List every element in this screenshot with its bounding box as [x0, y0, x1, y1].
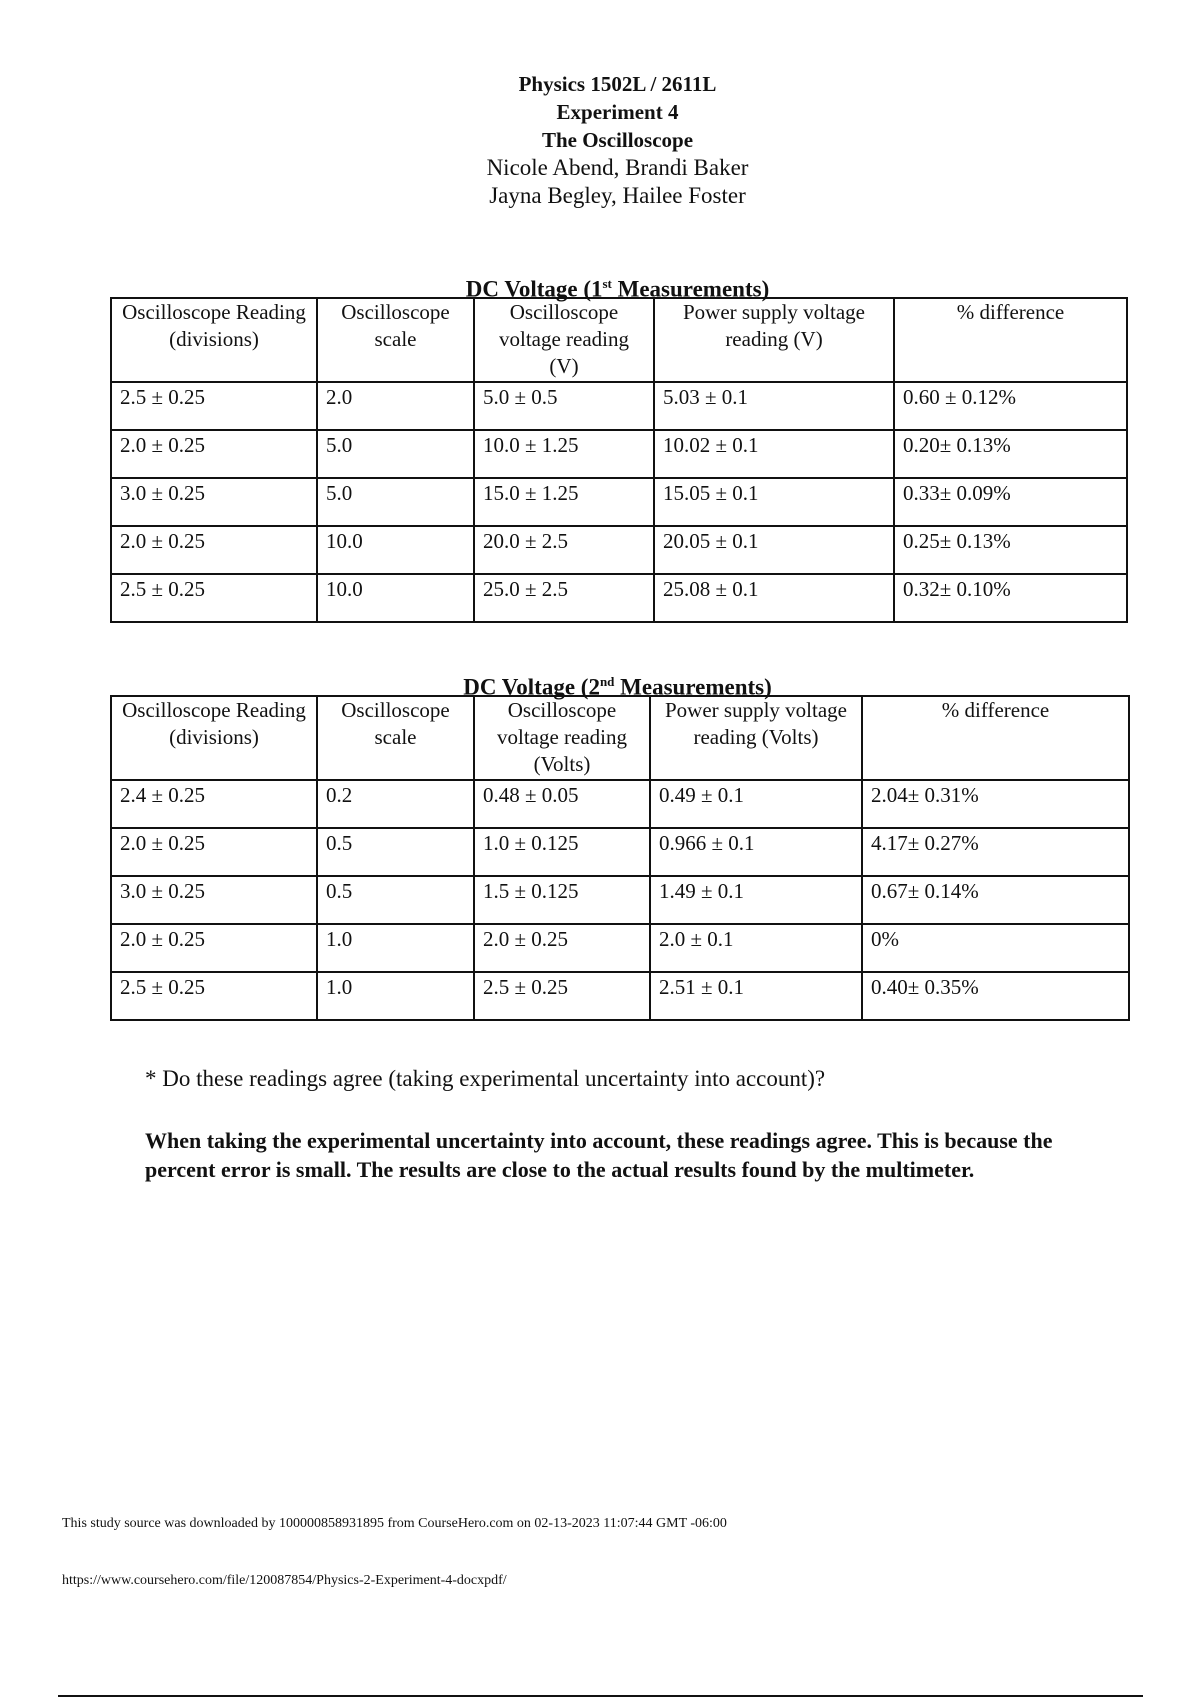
table-cell: 0.48 ± 0.05	[474, 780, 650, 828]
table-cell: 0.966 ± 0.1	[650, 828, 862, 876]
table-cell: 3.0 ± 0.25	[111, 876, 317, 924]
table-cell: 2.5 ± 0.25	[111, 972, 317, 1020]
table-cell: 2.5 ± 0.25	[111, 382, 317, 430]
header-cell: Oscilloscope Reading (divisions)	[111, 298, 317, 382]
header-cell: Oscilloscope Reading (divisions)	[111, 696, 317, 780]
table-row	[111, 876, 1129, 924]
authors-line-1: Nicole Abend, Brandi Baker	[486, 155, 749, 180]
table-cell: 0.2	[317, 780, 474, 828]
table-cell: 1.0 ± 0.125	[474, 828, 650, 876]
header-cell: Oscilloscope scale	[317, 696, 474, 780]
table-cell: 2.5 ± 0.25	[111, 574, 317, 622]
table-header-row	[111, 298, 1127, 382]
table-cell: 0.5	[317, 828, 474, 876]
download-notice: This study source was downloaded by 100000858931895 from CourseHero.com on 02-13-2023 11:07:44 GMT -06:00	[62, 1516, 727, 1531]
table-cell: 0.60 ± 0.12%	[894, 382, 1127, 430]
table-row	[111, 780, 1129, 828]
table-row	[111, 430, 1127, 478]
table-cell: 4.17± 0.27%	[862, 828, 1129, 876]
table-cell: 1.49 ± 0.1	[650, 876, 862, 924]
document-header	[0, 70, 1200, 210]
header-cell: Power supply voltage reading (Volts)	[650, 696, 862, 780]
header-cell: % difference	[862, 696, 1129, 780]
header-cell: Oscilloscope voltage reading (V)	[474, 298, 654, 382]
table-row	[111, 574, 1127, 622]
dc-voltage-table-1	[110, 297, 1128, 623]
header-cell: Oscilloscope scale	[317, 298, 474, 382]
table-cell: 2.4 ± 0.25	[111, 780, 317, 828]
table1-caption: DC Voltage (1st Measurements)	[465, 276, 770, 302]
experiment-number: Experiment 4	[556, 100, 679, 124]
table-cell: 0.49 ± 0.1	[650, 780, 862, 828]
table-row	[111, 828, 1129, 876]
table-cell: 15.0 ± 1.25	[474, 478, 654, 526]
table-cell: 10.02 ± 0.1	[654, 430, 894, 478]
table-row	[111, 924, 1129, 972]
header-cell: Oscilloscope voltage reading (Volts)	[474, 696, 650, 780]
table-cell: 10.0 ± 1.25	[474, 430, 654, 478]
table-cell: 0.33± 0.09%	[894, 478, 1127, 526]
table-cell: 2.0 ± 0.1	[650, 924, 862, 972]
course-title: Physics 1502L / 2611L	[518, 72, 717, 96]
table-row	[111, 526, 1127, 574]
table-cell: 2.0 ± 0.25	[111, 924, 317, 972]
dc-voltage-table-2	[110, 695, 1130, 1021]
table-cell: 1.0	[317, 924, 474, 972]
answer-text: When taking the experimental uncertainty into account, these readings agree. This is because the percent error is small. The results are close to the actual results found by the multimeter.	[145, 1128, 1053, 1182]
table-cell: 0.67± 0.14%	[862, 876, 1129, 924]
table-cell: 1.0	[317, 972, 474, 1020]
header-cell: % difference	[894, 298, 1127, 382]
table-cell: 0.32± 0.10%	[894, 574, 1127, 622]
table-cell: 2.0 ± 0.25	[111, 828, 317, 876]
table-cell: 0.40± 0.35%	[862, 972, 1129, 1020]
table-cell: 2.04± 0.31%	[862, 780, 1129, 828]
table-cell: 2.5 ± 0.25	[474, 972, 650, 1020]
table-cell: 0.5	[317, 876, 474, 924]
table-row	[111, 382, 1127, 430]
table-cell: 0.20± 0.13%	[894, 430, 1127, 478]
table-row	[111, 478, 1127, 526]
table-cell: 15.05 ± 0.1	[654, 478, 894, 526]
table-cell: 20.05 ± 0.1	[654, 526, 894, 574]
table-cell: 10.0	[317, 526, 474, 574]
bottom-divider	[58, 1695, 1143, 1697]
table-cell: 5.03 ± 0.1	[654, 382, 894, 430]
authors-line-2: Jayna Begley, Hailee Foster	[489, 183, 746, 208]
table-cell: 2.0	[317, 382, 474, 430]
header-cell: Power supply voltage reading (V)	[654, 298, 894, 382]
experiment-title: The Oscilloscope	[541, 128, 694, 152]
table-cell: 2.0 ± 0.25	[111, 430, 317, 478]
table2-caption: DC Voltage (2nd Measurements)	[463, 674, 772, 700]
table-cell: 2.51 ± 0.1	[650, 972, 862, 1020]
table-cell: 2.0 ± 0.25	[111, 526, 317, 574]
table-row	[111, 972, 1129, 1020]
table-cell: 0.25± 0.13%	[894, 526, 1127, 574]
table-cell: 20.0 ± 2.5	[474, 526, 654, 574]
table-cell: 25.0 ± 2.5	[474, 574, 654, 622]
table-cell: 3.0 ± 0.25	[111, 478, 317, 526]
table-cell: 5.0 ± 0.5	[474, 382, 654, 430]
table-cell: 1.5 ± 0.125	[474, 876, 650, 924]
table-header-row	[111, 696, 1129, 780]
table-cell: 25.08 ± 0.1	[654, 574, 894, 622]
table-cell: 10.0	[317, 574, 474, 622]
table-cell: 5.0	[317, 430, 474, 478]
table-cell: 2.0 ± 0.25	[474, 924, 650, 972]
question-text: * Do these readings agree (taking experimental uncertainty into account)?	[145, 1066, 826, 1091]
source-url[interactable]: https://www.coursehero.com/file/120087854/Physics-2-Experiment-4-docxpdf/	[62, 1573, 507, 1588]
table-cell: 0%	[862, 924, 1129, 972]
table-cell: 5.0	[317, 478, 474, 526]
